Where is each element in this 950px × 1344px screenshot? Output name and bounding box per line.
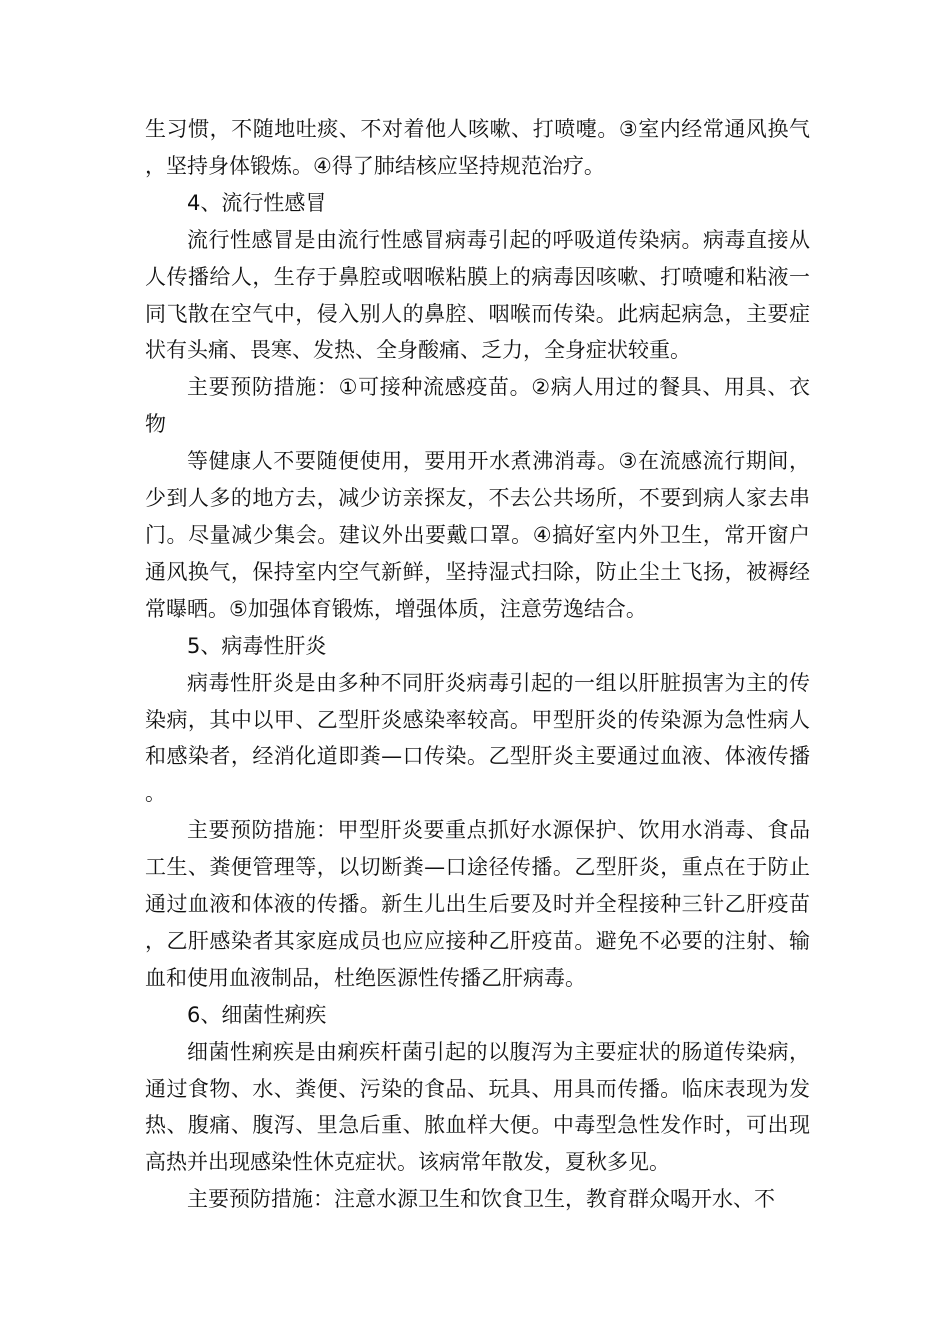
paragraph-influenza-prevention-cont: 等健康人不要随便使用，要用开水煮沸消毒。③在流感流行期间，少到人多的地方去，减少访亲探友，不去公共场所，不要到病人家去串门。尽量减少集会。建议外出要戴口罩。④搞好室内外卫生，常开窗户通风换气，保持室内空气新鲜，坚持湿式扫除，防止尘土飞扬，被褥经常曝晒。⑤加强体育锻炼，增强体质，注意劳逸结合。 [145, 449, 810, 621]
paragraph-influenza-description: 流行性感冒是由流行性感冒病毒引起的呼吸道传染病。病毒直接从人传播给人，生存于鼻腔或咽喉粘膜上的病毒因咳嗽、打喷嚏和粘液一同飞散在空气中，侵入别人的鼻腔、咽喉而传染。此病起病急，主要症状有头痛、畏寒、发热、全身酸痛、乏力，全身症状较重。 [145, 227, 810, 363]
paragraph-hepatitis-prevention: 主要预防措施：甲型肝炎要重点抓好水源保护、饮用水消毒、食品工生、粪便管理等，以切断粪—口途径传播。乙型肝炎，重点在于防止通过血液和体液的传播。新生儿出生后要及时并全程接种三针乙肝疫苗，乙肝感染者其家庭成员也应应接种乙肝疫苗。避免不必要的注射、输血和使用血液制品，杜绝医源性传播乙肝病毒。 [145, 818, 810, 990]
paragraph-dysentery-description: 细菌性痢疾是由痢疾杆菌引起的以腹泻为主要症状的肠道传染病，通过食物、水、粪便、污染的食品、玩具、用具而传播。临床表现为发热、腹痛、腹泻、里急后重、脓血样大便。中毒型急性发作时，可出现高热并出现感染性休克症状。该病常年散发，夏秋多见。 [145, 1039, 810, 1175]
paragraph-influenza-prevention-start: 主要预防措施：①可接种流感疫苗。②病人用过的餐具、用具、衣物 [145, 375, 810, 437]
heading-viral-hepatitis: 5、病毒性肝炎 [187, 633, 327, 658]
paragraph-tb-prevention-end: 生习惯，不随地吐痰、不对着他人咳嗽、打喷嚏。③室内经常通风换气，坚持身体锻炼。④得了肺结核应坚持规范治疗。 [145, 117, 810, 178]
paragraph-hepatitis-description: 病毒性肝炎是由多种不同肝炎病毒引起的一组以肝脏损害为主的传染病，其中以甲、乙型肝炎感染率较高。甲型肝炎的传染源为急性病人和感染者，经消化道即粪—口传染。乙型肝炎主要通过血液、体液传播。 [145, 670, 810, 806]
paragraph-dysentery-prevention: 主要预防措施：注意水源卫生和饮食卫生，教育群众喝开水、不 [187, 1187, 775, 1212]
heading-influenza: 4、流行性感冒 [187, 190, 327, 215]
document-body [145, 111, 810, 1218]
heading-bacillary-dysentery: 6、细菌性痢疾 [187, 1002, 327, 1027]
